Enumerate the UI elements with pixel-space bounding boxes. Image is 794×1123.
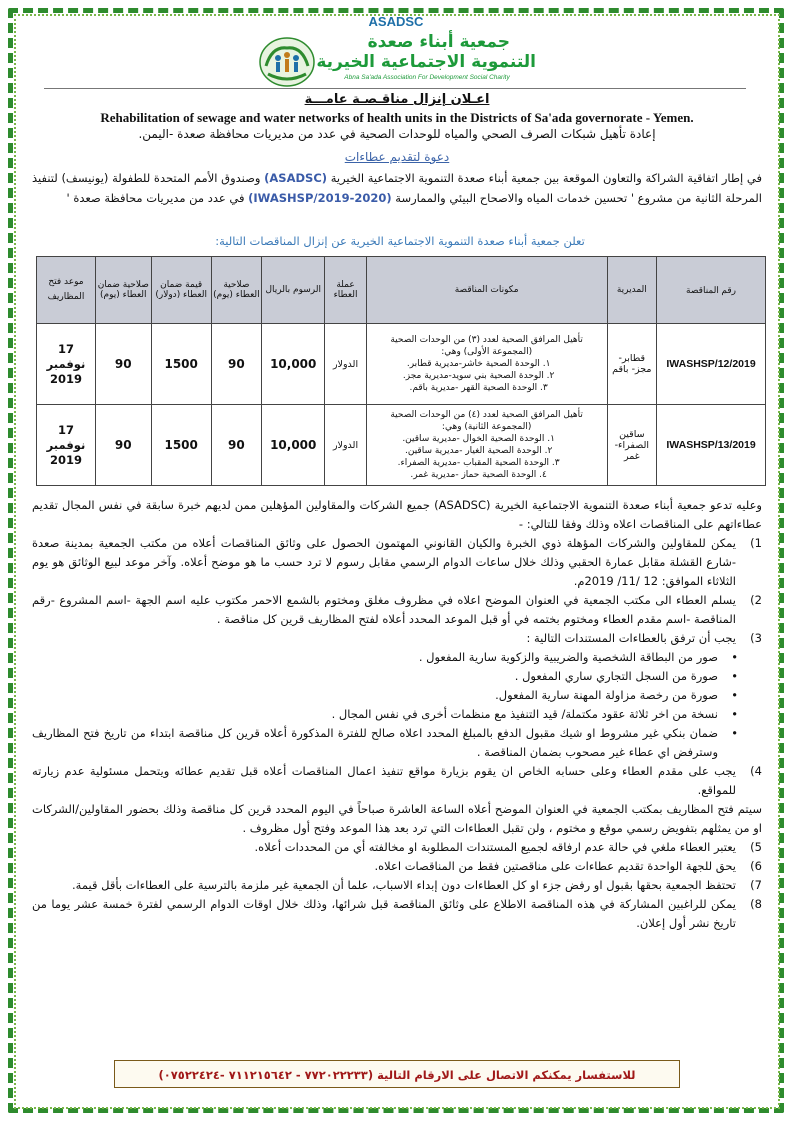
clause-number: 6) — [750, 859, 762, 873]
table-intro: تعلن جمعية أبناء صعدة التنموية الاجتماعية الخيرية عن إنزال المناقصات التالية: — [215, 234, 585, 248]
opening-paragraph: سيتم فتح المظاريف بمكتب الجمعية في العنوان الموضح أعلاه الساعة العاشرة صباحاً في اليوم المحدد قرين كل مناقصة وذلك بحضور المقاولين/الشركات او من يمثلهم بتفويض رسمي موقع و مختوم ، ولن تقبل العطاءات التي ترد بعد هذا الموعد وفتح أول مظروف . — [32, 802, 762, 835]
list-item-text: نسخة من اخر ثلاثة عقود مكتملة/ قيد التنفيذ مع منظمات أخرى في نفس المجال . — [331, 707, 718, 721]
cell-validity: 90 — [211, 324, 261, 405]
header-guarantee-amount: قيمة ضمان العطاء (دولار) — [151, 257, 211, 324]
list-item — [32, 648, 738, 667]
cell-opening-date: 17 نوفمبر 2019 — [37, 405, 96, 486]
components-title: تأهيل المرافق الصحية لعدد (٣) من الوحدات الصحية (المجموعة الأولى) وهي: — [390, 335, 583, 357]
bullet-icon: • — [731, 669, 738, 683]
cell-fee: 10,000 — [262, 324, 325, 405]
list-item — [32, 724, 738, 762]
clause-text: يعتبر العطاء ملغي في حالة عدم ارفاقه لجميع المستندات المطلوبة او مخالفته أي من المحددات أعلاه. — [254, 840, 736, 854]
invite-org-code: (ASADSC) — [434, 498, 491, 512]
clause-text: يمكن للراغبين المشاركة في هذه المناقصة الاطلاع على وثائق المناقصة قبل شرائها، وذلك خلال اوقات الدوام الرسمي لفترة خمسة عشر يوما من تاريخ نشر أول إعلان. — [32, 897, 736, 930]
invitation-paragraph — [32, 496, 762, 534]
list-item: ٤. الوحدة الصحية حماز -مديرية غمر. — [410, 470, 547, 480]
org-name-english: Abna Sa'ada Association For Development Social Charity — [344, 74, 510, 81]
header-directorate: المديرية — [607, 257, 657, 324]
header-divider — [44, 88, 746, 89]
cell-tender-no: IWASHSP/13/2019 — [657, 405, 766, 486]
header-fee: الرسوم بالريال — [262, 257, 325, 324]
clause-7 — [32, 876, 762, 895]
list-item — [32, 705, 738, 724]
clause-number: 1) — [750, 536, 762, 550]
intro-project-code: (IWASHSP/2019-2020) — [248, 191, 392, 205]
clause-5 — [32, 838, 762, 857]
table-row — [37, 405, 766, 486]
list-item-text: ضمان بنكي غير مشروط او شيك مقبول الدفع بالمبلغ المحدد اعلاه صالح للفترة المذكورة أعلاه قرين كل مناقصة ابتداء من تاريخ فتح المظاريف وسترفض اي عطاء غير مصحوب بضمان المناقصة . — [32, 726, 718, 759]
list-item: ٣. الوحدة الصحية المقباب -مديرية الصفراء. — [397, 458, 560, 468]
list-item-text: صورة من رخصة مزاولة المهنة سارية المفعول. — [495, 688, 718, 702]
letterhead — [0, 14, 794, 90]
org-name-line2: التنموية الاجتماعية الخيرية — [316, 52, 536, 72]
clause-6 — [32, 857, 762, 876]
invite-text-2: جميع الشركات والمقاولين المؤهلين ممن لديهم خبرة سابقة في نفس المجال تقديم عطاءاتهم على المناقصات اعلاه وذلك وفقا للتالي: - — [32, 498, 762, 531]
bullet-icon: • — [731, 707, 738, 721]
intro-text-3: في عدد من مديريات محافظة صعدة ' — [66, 191, 249, 205]
cell-currency: الدولار — [325, 405, 366, 486]
list-item — [32, 667, 738, 686]
components-title: تأهيل المرافق الصحية لعدد (٤) من الوحدات الصحية (المجموعة الثانية) وهي: — [390, 410, 583, 432]
clause-2 — [32, 591, 762, 629]
required-documents-list — [32, 648, 762, 762]
cell-directorate: قطابر- مجز- باقم — [607, 324, 657, 405]
cell-components — [366, 405, 607, 486]
association-logo-icon — [258, 36, 316, 88]
cell-directorate: ساقين الصفراء- غمر — [607, 405, 657, 486]
intro-org-code: (ASADSC) — [264, 171, 328, 185]
clause-text: يحق للجهة الواحدة تقديم عطاءات على مناقصتين فقط من المناقصات اعلاه. — [374, 859, 736, 873]
brand-acronym: ASADSC — [368, 14, 424, 29]
intro-text-2: وصندوق الأمم المتحدة للطفولة (يونيسف) لتنفيذ المرحلة الثانية من مشروع ' تحسين خدمات المياه والاصحاح البيئي والممارسة — [32, 171, 762, 205]
table-row — [37, 324, 766, 405]
contact-box: للاستفسار يمكنكم الاتصال على الارقام التالية (٧٧٢٠٢٢٢٣٣ - ٧١١٢١٥٦٤٢ -٠٧٥٢٢٤٢٤) — [114, 1060, 680, 1088]
clause-text: يمكن للمقاولين والشركات المؤهلة ذوي الخبرة والكيان القانوني المهتمون الحصول على وثائق المناقصات أعلاه من مكتب الجمعية بمدينة صعدة -شارع القشلة مقابل عمارة الحقبي وذلك خلال ساعات الدوام الرسمي مقابل رسوم لا ترد حسب ما هو موضح أعلاه. وآخر موعد لبيع الوثائق هو يوم الثلاثاء الموافق: 12 /11/ 2019م. — [32, 536, 736, 588]
list-item: ٣. الوحدة الصحية القهر -مديرية باقم. — [409, 383, 548, 393]
cell-opening-date: 17 نوفمبر 2019 — [37, 324, 96, 405]
english-title: Rehabilitation of sewage and water networks of health units in the Districts of Sa'ada governorate - Yemen. — [100, 110, 694, 125]
cell-guarantee-amount: 1500 — [151, 324, 211, 405]
table-header-row — [37, 257, 766, 324]
cell-validity: 90 — [211, 405, 261, 486]
cell-guarantee-validity: 90 — [95, 405, 151, 486]
clause-number: 4) — [750, 764, 762, 778]
cell-guarantee-amount: 1500 — [151, 405, 211, 486]
clause-number: 5) — [750, 840, 762, 854]
clause-text: تحتفظ الجمعية بحقها بقبول او رفض جزء او كل العطاءات دون إبداء الاسباب، علما أن الجمعية غير ملزمة بالترسية على العطاءات بأقل قيمة. — [72, 878, 736, 892]
bullet-icon: • — [731, 650, 738, 664]
intro-paragraph — [32, 168, 762, 208]
bullet-icon: • — [731, 726, 738, 740]
header-tender-no: رقم المناقصة — [657, 257, 766, 324]
list-item: ١. الوحدة الصحية خاشر-مديرية قطابر. — [406, 359, 551, 369]
cell-components — [366, 324, 607, 405]
cell-fee: 10,000 — [262, 405, 325, 486]
invitation-heading: دعوة لتقديم عطاءات — [344, 150, 450, 164]
clause-text: يجب على مقدم العطاء وعلى حسابه الخاص ان يقوم بزيارة مواقع تنفيذ اعمال المناقصات أعلاه قبل تقديم عطائه ويتحمل مسئولية عدم زيارته للمواقع. — [32, 764, 736, 797]
tenders-table — [36, 256, 766, 486]
list-item: ٢. الوحدة الصحية بني سويد-مديرية مجز. — [402, 371, 555, 381]
list-item: ٢. الوحدة الصحية الغيار -مديرية ساقين. — [404, 446, 553, 456]
clause-number: 7) — [750, 878, 762, 892]
clause-4 — [32, 762, 762, 800]
clause-8 — [32, 895, 762, 933]
cell-guarantee-validity: 90 — [95, 324, 151, 405]
intro-text-1: في إطار اتفاقية الشراكة والتعاون الموقعة بين جمعية أبناء صعدة التنموية الاجتماعية الخيرية — [327, 171, 763, 185]
cell-currency: الدولار — [325, 324, 366, 405]
list-item-text: صورة من السجل التجاري ساري المفعول . — [514, 669, 718, 683]
clause-text: يجب أن ترفق بالعطاءات المستندات التالية : — [526, 631, 736, 645]
clause-number: 2) — [750, 593, 762, 607]
list-item: ١. الوحدة الصحية الخوال -مديرية ساقين. — [402, 434, 555, 444]
clause-1 — [32, 534, 762, 591]
header-opening-date: موعد فتح المظاريف — [37, 257, 96, 324]
bullet-icon: • — [731, 688, 738, 702]
list-item-text: صور من البطاقة الشخصية والضريبية والزكوية سارية المفعول . — [418, 650, 718, 664]
header-validity: صلاحية العطاء (يوم) — [211, 257, 261, 324]
list-item — [32, 686, 738, 705]
clause-3 — [32, 629, 762, 648]
cell-tender-no: IWASHSP/12/2019 — [657, 324, 766, 405]
clause-text: يسلم العطاء الى مكتب الجمعية في العنوان الموضح اعلاه في مظروف مغلق ومختوم بالشمع الاحمر مكتوب عليه اسم الجهة -اسم المشروع -رقم المناقصة -اسم مقدم العطاء ومختوم بختمه في أو قبل الموعد المحدد أعلاه لفتح المظاريف قرين كل مناقصة . — [32, 593, 736, 626]
components-list — [373, 358, 601, 394]
invite-text-1: وعليه تدعو جمعية أبناء صعدة التنموية الاجتماعية الخيرية — [490, 498, 762, 512]
clause-number: 8) — [750, 897, 762, 911]
tender-conditions — [32, 496, 762, 933]
components-list — [373, 433, 601, 481]
org-name-line1: جمعية أبناء صعدة — [367, 32, 510, 52]
header-guarantee-validity: صلاحية ضمان العطاء (يوم) — [95, 257, 151, 324]
clause-number: 3) — [750, 631, 762, 645]
arabic-subtitle: إعادة تأهيل شبكات الصرف الصحي والمياه للوحدات الصحية في عدد من مديريات محافظة صعدة -اليمن. — [138, 127, 656, 141]
header-components: مكونات المناقصة — [366, 257, 607, 324]
announcement-title: اعـلان إنزال مناقـصـة عامـــة — [304, 92, 490, 107]
header-currency: عملة العطاء — [325, 257, 366, 324]
